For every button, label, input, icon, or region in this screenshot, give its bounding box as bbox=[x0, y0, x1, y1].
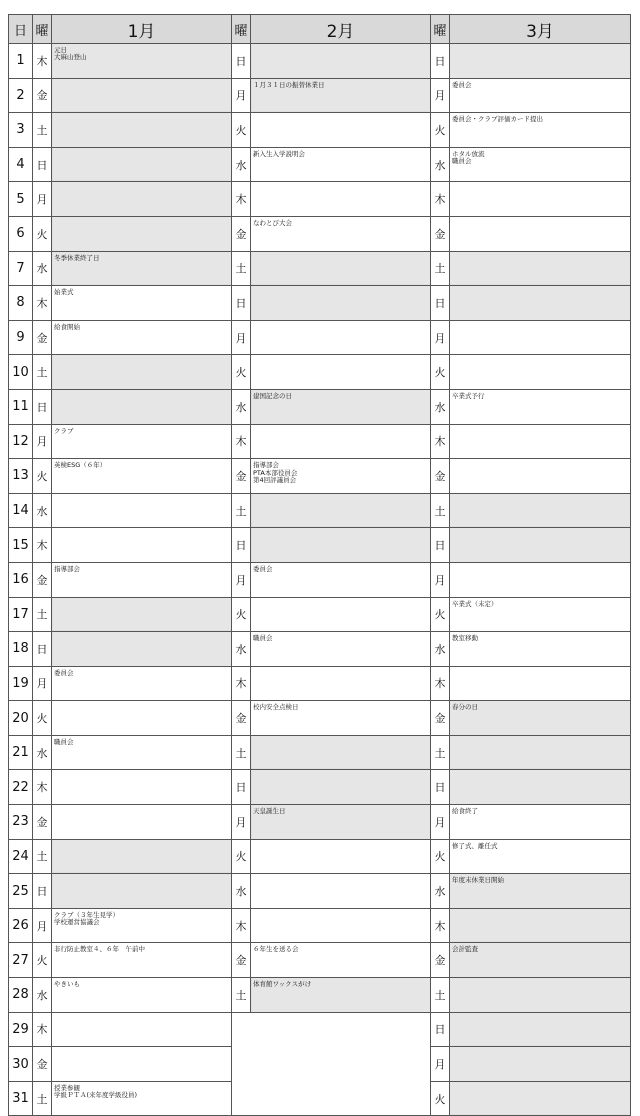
weekday-cell-jan: 火 bbox=[33, 459, 52, 494]
school-calendar-table bbox=[8, 14, 631, 1116]
event-cell-mar bbox=[450, 251, 631, 286]
event-cell-mar bbox=[450, 493, 631, 528]
weekday-cell-mar: 土 bbox=[431, 251, 450, 286]
day-number: 22 bbox=[9, 770, 33, 805]
weekday-cell-jan: 木 bbox=[33, 1012, 52, 1047]
day-number: 13 bbox=[9, 459, 33, 494]
weekday-cell-mar: 火 bbox=[431, 355, 450, 390]
weekday-cell-mar: 金 bbox=[431, 943, 450, 978]
event-cell-mar bbox=[450, 666, 631, 701]
event-cell-mar: 年度末休業日開始 bbox=[450, 874, 631, 909]
weekday-cell-mar: 土 bbox=[431, 978, 450, 1013]
table-row bbox=[9, 666, 631, 701]
weekday-cell-feb: 金 bbox=[232, 216, 251, 251]
day-number: 1 bbox=[9, 44, 33, 79]
event-cell-feb bbox=[251, 735, 431, 770]
weekday-cell-mar: 火 bbox=[431, 1081, 450, 1116]
table-row bbox=[9, 355, 631, 390]
event-cell-feb bbox=[251, 493, 431, 528]
day-number: 4 bbox=[9, 147, 33, 182]
day-number: 26 bbox=[9, 908, 33, 943]
weekday-cell-mar: 水 bbox=[431, 389, 450, 424]
weekday-cell-mar: 木 bbox=[431, 666, 450, 701]
weekday-cell-jan: 日 bbox=[33, 147, 52, 182]
day-number: 10 bbox=[9, 355, 33, 390]
event-cell-jan: 始業式 bbox=[52, 286, 232, 321]
event-cell-feb: 校内安全点検日 bbox=[251, 701, 431, 736]
event-cell-jan bbox=[52, 113, 232, 148]
weekday-cell-jan: 水 bbox=[33, 735, 52, 770]
table-row bbox=[9, 78, 631, 113]
day-number: 20 bbox=[9, 701, 33, 736]
event-cell-feb bbox=[251, 113, 431, 148]
event-cell-feb bbox=[251, 286, 431, 321]
weekday-cell-jan: 火 bbox=[33, 216, 52, 251]
event-cell-jan: 指導部会 bbox=[52, 562, 232, 597]
day-number: 31 bbox=[9, 1081, 33, 1116]
day-number: 2 bbox=[9, 78, 33, 113]
event-cell-jan: クラブ（３年生見学） 学校運営協議会 bbox=[52, 908, 232, 943]
event-cell-jan bbox=[52, 493, 232, 528]
day-number: 6 bbox=[9, 216, 33, 251]
weekday-cell-jan: 水 bbox=[33, 493, 52, 528]
table-row bbox=[9, 562, 631, 597]
weekday-cell-mar: 月 bbox=[431, 78, 450, 113]
event-cell-jan bbox=[52, 701, 232, 736]
weekday-cell-mar: 日 bbox=[431, 286, 450, 321]
weekday-cell-feb: 火 bbox=[232, 355, 251, 390]
day-number: 11 bbox=[9, 389, 33, 424]
calendar-page bbox=[8, 14, 631, 1116]
event-cell-feb: 職員会 bbox=[251, 632, 431, 667]
weekday-cell-mar: 水 bbox=[431, 874, 450, 909]
event-cell-mar bbox=[450, 1081, 631, 1116]
event-cell-jan bbox=[52, 216, 232, 251]
weekday-cell-feb: 金 bbox=[232, 943, 251, 978]
event-cell-mar bbox=[450, 424, 631, 459]
table-row bbox=[9, 286, 631, 321]
weekday-cell-feb: 木 bbox=[232, 666, 251, 701]
month-header-feb: 2月 bbox=[251, 15, 431, 44]
weekday-cell-jan: 日 bbox=[33, 874, 52, 909]
weekday-cell-feb: 水 bbox=[232, 389, 251, 424]
event-cell-jan: 職員会 bbox=[52, 735, 232, 770]
event-cell-feb bbox=[251, 320, 431, 355]
month-header-jan: 1月 bbox=[52, 15, 232, 44]
event-cell-jan bbox=[52, 389, 232, 424]
weekday-cell-jan: 木 bbox=[33, 44, 52, 79]
weekday-cell-jan: 木 bbox=[33, 286, 52, 321]
event-cell-mar: 教室移動 bbox=[450, 632, 631, 667]
event-cell-feb: 体育館ワックスがけ bbox=[251, 978, 431, 1013]
weekday-cell-mar: 木 bbox=[431, 908, 450, 943]
weekday-cell-jan: 水 bbox=[33, 251, 52, 286]
event-cell-feb bbox=[251, 424, 431, 459]
day-number: 18 bbox=[9, 632, 33, 667]
weekday-cell-mar: 木 bbox=[431, 182, 450, 217]
weekday-cell-jan: 月 bbox=[33, 424, 52, 459]
event-cell-feb: なわとび大会 bbox=[251, 216, 431, 251]
event-cell-jan bbox=[52, 182, 232, 217]
weekday-cell-jan: 月 bbox=[33, 908, 52, 943]
event-cell-jan: 委員会 bbox=[52, 666, 232, 701]
table-row bbox=[9, 251, 631, 286]
table-row bbox=[9, 597, 631, 632]
event-cell-mar bbox=[450, 908, 631, 943]
event-cell-mar: 修了式、離任式 bbox=[450, 839, 631, 874]
table-row bbox=[9, 493, 631, 528]
table-row bbox=[9, 908, 631, 943]
day-number: 14 bbox=[9, 493, 33, 528]
event-cell-feb: 指導部会 PTA本部役員会 第4回評議員会 bbox=[251, 459, 431, 494]
weekday-cell-feb: 木 bbox=[232, 182, 251, 217]
weekday-cell-jan: 木 bbox=[33, 528, 52, 563]
table-row bbox=[9, 874, 631, 909]
weekday-cell-jan: 金 bbox=[33, 1047, 52, 1082]
weekday-cell-mar: 日 bbox=[431, 44, 450, 79]
day-number: 5 bbox=[9, 182, 33, 217]
event-cell-mar bbox=[450, 182, 631, 217]
event-cell-jan bbox=[52, 355, 232, 390]
weekday-cell-mar: 金 bbox=[431, 216, 450, 251]
table-row bbox=[9, 182, 631, 217]
day-number: 19 bbox=[9, 666, 33, 701]
event-cell-jan bbox=[52, 874, 232, 909]
weekday-cell-mar: 木 bbox=[431, 424, 450, 459]
table-row bbox=[9, 839, 631, 874]
day-number: 12 bbox=[9, 424, 33, 459]
table-row bbox=[9, 735, 631, 770]
weekday-cell-feb: 日 bbox=[232, 44, 251, 79]
event-cell-jan bbox=[52, 839, 232, 874]
weekday-cell-mar: 日 bbox=[431, 770, 450, 805]
event-cell-mar bbox=[450, 286, 631, 321]
day-number: 23 bbox=[9, 805, 33, 840]
weekday-cell-feb: 土 bbox=[232, 978, 251, 1013]
table-row bbox=[9, 943, 631, 978]
weekday-cell-feb: 月 bbox=[232, 78, 251, 113]
table-row bbox=[9, 147, 631, 182]
weekday-cell-feb: 金 bbox=[232, 701, 251, 736]
weekday-cell-mar: 火 bbox=[431, 597, 450, 632]
day-number: 15 bbox=[9, 528, 33, 563]
weekday-cell-mar: 土 bbox=[431, 493, 450, 528]
event-cell-feb bbox=[251, 182, 431, 217]
day-number: 17 bbox=[9, 597, 33, 632]
weekday-cell-mar: 水 bbox=[431, 147, 450, 182]
event-cell-mar bbox=[450, 216, 631, 251]
weekday-cell-jan: 金 bbox=[33, 78, 52, 113]
event-cell-jan bbox=[52, 78, 232, 113]
event-cell-feb bbox=[251, 528, 431, 563]
event-cell-feb bbox=[251, 874, 431, 909]
weekday-cell-feb: 火 bbox=[232, 113, 251, 148]
event-cell-jan bbox=[52, 632, 232, 667]
weekday-cell-mar: 火 bbox=[431, 113, 450, 148]
day-number: 29 bbox=[9, 1012, 33, 1047]
event-cell-feb: 新入生入学説明会 bbox=[251, 147, 431, 182]
weekday-cell-feb: 月 bbox=[232, 805, 251, 840]
weekday-cell-feb: 土 bbox=[232, 735, 251, 770]
event-cell-jan bbox=[52, 1047, 232, 1082]
event-cell-jan: 授業参観 学級ＰＴＡ(来年度学級役員) bbox=[52, 1081, 232, 1116]
weekday-cell-mar: 月 bbox=[431, 562, 450, 597]
weekday-cell-feb: 木 bbox=[232, 424, 251, 459]
day-number: 25 bbox=[9, 874, 33, 909]
weekday-cell-jan: 土 bbox=[33, 597, 52, 632]
weekday-cell-jan: 火 bbox=[33, 701, 52, 736]
day-number: 24 bbox=[9, 839, 33, 874]
weekday-cell-mar: 金 bbox=[431, 459, 450, 494]
weekday-header-jan: 曜 bbox=[33, 15, 52, 44]
event-cell-mar: 卒業式（未定） bbox=[450, 597, 631, 632]
weekday-header-mar: 曜 bbox=[431, 15, 450, 44]
event-cell-jan: クラブ bbox=[52, 424, 232, 459]
table-row bbox=[9, 216, 631, 251]
event-cell-mar bbox=[450, 528, 631, 563]
event-cell-mar: 会計監査 bbox=[450, 943, 631, 978]
weekday-cell-feb: 日 bbox=[232, 286, 251, 321]
event-cell-jan: 冬季休業終了日 bbox=[52, 251, 232, 286]
table-row bbox=[9, 459, 631, 494]
weekday-cell-mar: 日 bbox=[431, 528, 450, 563]
table-row bbox=[9, 632, 631, 667]
table-row bbox=[9, 44, 631, 79]
table-row bbox=[9, 701, 631, 736]
table-row bbox=[9, 978, 631, 1013]
weekday-cell-mar: 月 bbox=[431, 320, 450, 355]
weekday-header-feb: 曜 bbox=[232, 15, 251, 44]
weekday-cell-feb: 水 bbox=[232, 147, 251, 182]
table-row bbox=[9, 113, 631, 148]
table-row bbox=[9, 805, 631, 840]
event-cell-feb bbox=[251, 839, 431, 874]
event-cell-mar bbox=[450, 770, 631, 805]
weekday-cell-feb: 土 bbox=[232, 251, 251, 286]
weekday-cell-feb: 火 bbox=[232, 839, 251, 874]
day-number: 28 bbox=[9, 978, 33, 1013]
weekday-cell-jan: 土 bbox=[33, 839, 52, 874]
weekday-cell-feb: 金 bbox=[232, 459, 251, 494]
weekday-cell-feb: 水 bbox=[232, 874, 251, 909]
event-cell-feb bbox=[251, 666, 431, 701]
event-cell-feb: 建国記念の日 bbox=[251, 389, 431, 424]
day-number: 7 bbox=[9, 251, 33, 286]
day-number: 9 bbox=[9, 320, 33, 355]
event-cell-jan: 給食開始 bbox=[52, 320, 232, 355]
event-cell-mar: 春分の日 bbox=[450, 701, 631, 736]
event-cell-mar: 委員会 bbox=[450, 78, 631, 113]
day-number: 3 bbox=[9, 113, 33, 148]
weekday-cell-mar: 土 bbox=[431, 735, 450, 770]
event-cell-mar bbox=[450, 459, 631, 494]
table-row bbox=[9, 528, 631, 563]
event-cell-jan: 元日 大麻山登山 bbox=[52, 44, 232, 79]
event-cell-mar: 委員会・クラブ評価カード提出 bbox=[450, 113, 631, 148]
weekday-cell-feb: 水 bbox=[232, 632, 251, 667]
event-cell-mar bbox=[450, 355, 631, 390]
event-cell-mar bbox=[450, 978, 631, 1013]
event-cell-mar: 給食終了 bbox=[450, 805, 631, 840]
weekday-cell-feb: 木 bbox=[232, 908, 251, 943]
event-cell-mar: ホタル放流 職員会 bbox=[450, 147, 631, 182]
event-cell-mar bbox=[450, 320, 631, 355]
event-cell-feb bbox=[251, 908, 431, 943]
day-number: 30 bbox=[9, 1047, 33, 1082]
day-header: 日 bbox=[9, 15, 33, 44]
event-cell-jan: やきいも bbox=[52, 978, 232, 1013]
event-cell-mar: 卒業式予行 bbox=[450, 389, 631, 424]
day-number: 8 bbox=[9, 286, 33, 321]
weekday-cell-jan: 土 bbox=[33, 1081, 52, 1116]
event-cell-jan bbox=[52, 528, 232, 563]
event-cell-mar bbox=[450, 735, 631, 770]
event-cell-jan bbox=[52, 805, 232, 840]
empty-cell-feb bbox=[232, 1012, 431, 1116]
weekday-cell-jan: 木 bbox=[33, 770, 52, 805]
weekday-cell-mar: 金 bbox=[431, 701, 450, 736]
weekday-cell-feb: 日 bbox=[232, 770, 251, 805]
weekday-cell-jan: 水 bbox=[33, 978, 52, 1013]
day-number: 27 bbox=[9, 943, 33, 978]
event-cell-jan bbox=[52, 770, 232, 805]
weekday-cell-mar: 日 bbox=[431, 1012, 450, 1047]
weekday-cell-feb: 土 bbox=[232, 493, 251, 528]
weekday-cell-mar: 月 bbox=[431, 805, 450, 840]
weekday-cell-jan: 日 bbox=[33, 632, 52, 667]
weekday-cell-jan: 金 bbox=[33, 805, 52, 840]
table-row bbox=[9, 320, 631, 355]
calendar-body bbox=[9, 44, 631, 1116]
event-cell-jan bbox=[52, 147, 232, 182]
weekday-cell-jan: 金 bbox=[33, 562, 52, 597]
weekday-cell-jan: 金 bbox=[33, 320, 52, 355]
weekday-cell-mar: 水 bbox=[431, 632, 450, 667]
event-cell-feb bbox=[251, 355, 431, 390]
event-cell-mar bbox=[450, 44, 631, 79]
weekday-cell-feb: 火 bbox=[232, 597, 251, 632]
event-cell-feb: 委員会 bbox=[251, 562, 431, 597]
table-row bbox=[9, 389, 631, 424]
event-cell-jan: 英検ESG（６年） bbox=[52, 459, 232, 494]
day-number: 21 bbox=[9, 735, 33, 770]
event-cell-jan bbox=[52, 597, 232, 632]
table-row bbox=[9, 770, 631, 805]
weekday-cell-feb: 月 bbox=[232, 562, 251, 597]
weekday-cell-mar: 火 bbox=[431, 839, 450, 874]
weekday-cell-feb: 日 bbox=[232, 528, 251, 563]
weekday-cell-jan: 土 bbox=[33, 355, 52, 390]
day-number: 16 bbox=[9, 562, 33, 597]
weekday-cell-jan: 月 bbox=[33, 182, 52, 217]
event-cell-feb: ６年生を送る会 bbox=[251, 943, 431, 978]
month-header-mar: 3月 bbox=[450, 15, 631, 44]
weekday-cell-mar: 月 bbox=[431, 1047, 450, 1082]
weekday-cell-jan: 土 bbox=[33, 113, 52, 148]
event-cell-mar bbox=[450, 562, 631, 597]
event-cell-feb: 天皇誕生日 bbox=[251, 805, 431, 840]
weekday-cell-feb: 月 bbox=[232, 320, 251, 355]
weekday-cell-jan: 日 bbox=[33, 389, 52, 424]
event-cell-mar bbox=[450, 1047, 631, 1082]
event-cell-feb bbox=[251, 44, 431, 79]
event-cell-feb bbox=[251, 597, 431, 632]
header-row bbox=[9, 15, 631, 44]
event-cell-feb: １月３１日の振替休業日 bbox=[251, 78, 431, 113]
event-cell-jan: 非行防止教室４、６年 午前中 bbox=[52, 943, 232, 978]
event-cell-feb bbox=[251, 251, 431, 286]
weekday-cell-jan: 火 bbox=[33, 943, 52, 978]
table-row bbox=[9, 424, 631, 459]
weekday-cell-jan: 月 bbox=[33, 666, 52, 701]
event-cell-feb bbox=[251, 770, 431, 805]
